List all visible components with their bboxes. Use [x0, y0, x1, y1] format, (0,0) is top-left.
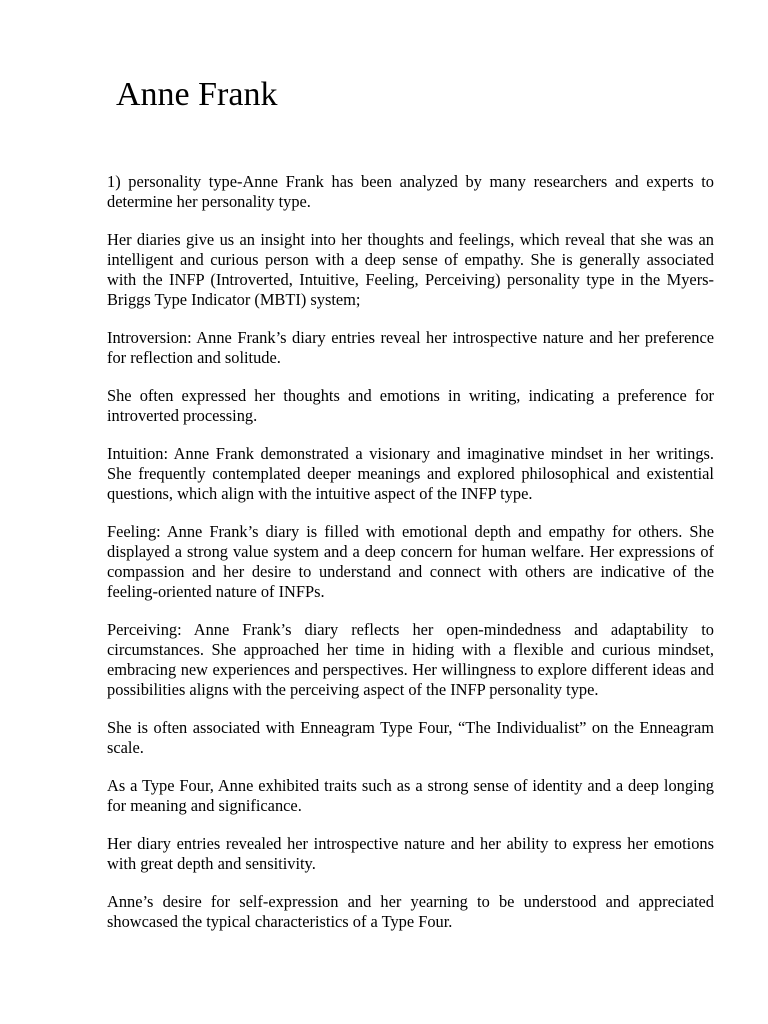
document-body [107, 172, 714, 950]
paragraph-intuition: Intuition: Anne Frank demonstrated a visionary and imaginative mindset in her writings. She frequently contemplated deeper meanings and explored philosophical and existential questions, which align with the intuitive aspect of the INFP type. [107, 444, 714, 503]
paragraph-introverted-processing: She often expressed her thoughts and emotions in writing, indicating a preference for introverted processing. [107, 386, 714, 425]
document-title: Anne Frank [116, 76, 278, 113]
paragraph-diaries-insight: Her diaries give us an insight into her thoughts and feelings, which reveal that she was an intelligent and curious person with a deep sense of empathy. She is generally associated with the INFP (Introverted, Intuitive, Feeling, Perceiving) personality type in the Myers-Briggs Type Indicator (MBTI) system; [107, 230, 714, 309]
paragraph-type-four-traits: As a Type Four, Anne exhibited traits such as a strong sense of identity and a deep longing for meaning and significance. [107, 776, 714, 815]
paragraph-feeling: Feeling: Anne Frank’s diary is filled with emotional depth and empathy for others. She displayed a strong value system and a deep concern for human welfare. Her expressions of compassion and her desire to understand and connect with others are indicative of the feeling-oriented nature of INFPs. [107, 522, 714, 601]
paragraph-self-expression: Anne’s desire for self-expression and her yearning to be understood and appreciated showcased the typical characteristics of a Type Four. [107, 892, 714, 931]
paragraph-perceiving: Perceiving: Anne Frank’s diary reflects her open-mindedness and adaptability to circumstances. She approached her time in hiding with a flexible and curious mindset, embracing new experiences and perspectives. Her willingness to explore different ideas and possibilities aligns with the perceiving aspect of the INFP personality type. [107, 620, 714, 699]
paragraph-enneagram: She is often associated with Enneagram Type Four, “The Individualist” on the Enneagram scale. [107, 718, 714, 757]
paragraph-introversion: Introversion: Anne Frank’s diary entries reveal her introspective nature and her preference for reflection and solitude. [107, 328, 714, 367]
paragraph-diary-entries: Her diary entries revealed her introspective nature and her ability to express her emotions with great depth and sensitivity. [107, 834, 714, 873]
paragraph-personality-type: 1) personality type-Anne Frank has been analyzed by many researchers and experts to determine her personality type. [107, 172, 714, 211]
